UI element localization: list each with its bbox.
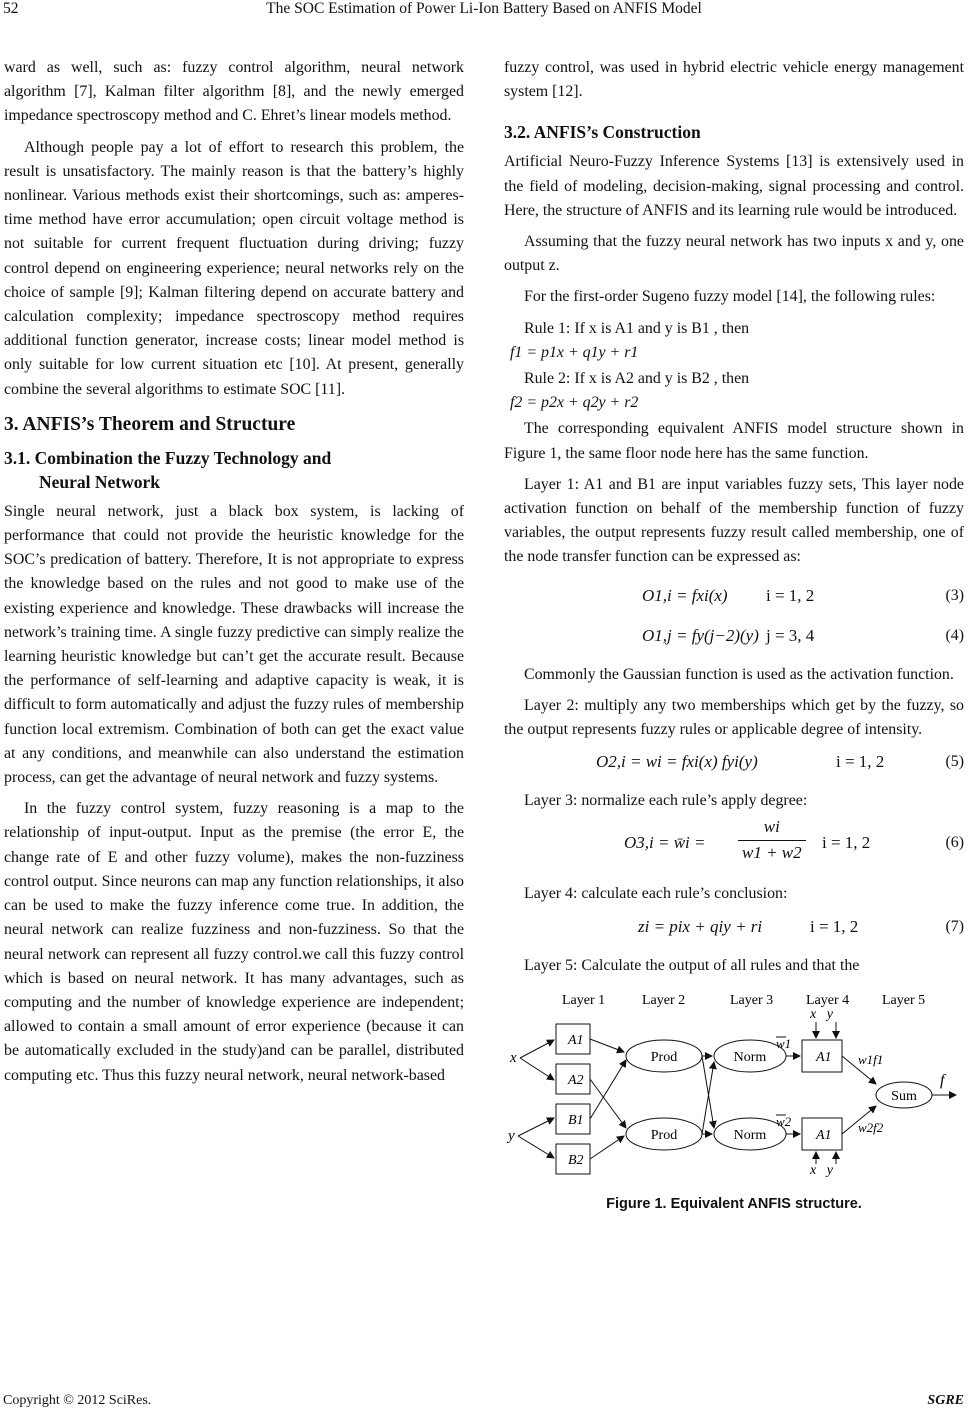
paragraph: For the first-order Sugeno fuzzy model [14], the following rules: <box>524 288 936 306</box>
input-x: x <box>510 1049 517 1066</box>
figure-caption: Figure 1. Equivalent ANFIS structure. <box>606 1195 862 1212</box>
page-footer <box>0 1393 968 1413</box>
equation-body: O2,i = wi = fxi(x) fyi(y) <box>596 752 758 772</box>
fraction-numerator: wi <box>738 815 806 840</box>
paragraph: Layer 5: Calculate the output of all rules and that the <box>524 956 860 974</box>
rule-inputs-top: x y <box>810 1006 833 1022</box>
subsection-heading-line1: 3.1. Combination the Fuzzy Technology and <box>4 447 332 468</box>
rule-node-label: A1 <box>816 1049 832 1065</box>
paragraph: Layer 3: normalize each rule’s apply degree: <box>524 792 808 810</box>
anfis-diagram <box>504 988 964 1180</box>
equation-fraction <box>738 815 806 864</box>
paragraph: Although people pay a lot of effort to research this problem, the result is unsatisfactory. The mainly reason is that the battery’s highly nonlinear. Various methods exist their shortcomings, such as: amperes-time method have error accumulation; open circuit voltage method is not suitable for current frequent fluctuation during driving; fuzzy control depend on engineering experience; neural networks rely on the choice of sample [9]; Kalman filtering depend on accurate battery and calculation complexity; impedance spectroscopy method requires additional function generator, increase costs; linear model method is only suitable for low current situation etc [10]. At present, generally combine the several algorithms to estimate SOC [11]. <box>4 138 464 398</box>
equation-number: (5) <box>945 753 964 771</box>
equation-number: (7) <box>945 917 964 935</box>
paragraph: Layer 2: multiply any two memberships which get by the fuzzy, so the output represents fuzzy rules or applicable degree of intensity. <box>504 696 964 739</box>
running-title: The SOC Estimation of Power Li-Ion Battery Based on ANFIS Model <box>266 0 702 17</box>
rule-node-label: A1 <box>816 1127 832 1143</box>
norm-label: Norm <box>733 1049 767 1065</box>
rule-inputs-bottom: x y <box>810 1162 833 1178</box>
layer-label: Layer 2 <box>642 992 686 1008</box>
input-y: y <box>508 1127 515 1144</box>
copyright: Copyright © 2012 SciRes. <box>3 1393 152 1408</box>
subsection-heading: 3.2. ANFIS’s Construction <box>504 122 701 143</box>
equation-number: (4) <box>945 626 964 644</box>
equation-4 <box>504 616 964 656</box>
w-bar-1-label: w1 <box>776 1035 792 1051</box>
equation-body: O1,j = fy(j−2)(y) <box>642 625 759 645</box>
equation-condition: i = 1, 2 <box>810 916 859 936</box>
paragraph: The corresponding equivalent ANFIS model structure shown in Figure 1, the same floor node here has the same function. <box>504 420 964 462</box>
w-bar-2-label: w2 <box>776 1113 792 1129</box>
equation-6 <box>504 813 964 875</box>
equation-condition: i = 1, 2 <box>836 752 885 772</box>
equation-lhs: O3,i = w̄i = <box>624 833 706 853</box>
equation-body: O1,i = fxi(x) <box>642 585 728 605</box>
layer-label: Layer 4 <box>806 992 850 1008</box>
subsection-heading-line2: Neural Network <box>39 471 161 492</box>
paragraph: Layer 4: calculate each rule’s conclusion: <box>524 885 788 903</box>
rule-2-equation: f2 = p2x + q2y + r2 <box>510 394 639 412</box>
equation-condition: j = 3, 4 <box>766 625 815 645</box>
paragraph: Layer 1: A1 and B1 are input variables fuzzy sets, This layer node activation function on behalf of the membership function of fuzzy variables, the output represents fuzzy result called membership, one of the node transfer function can be expressed as: <box>504 475 964 566</box>
mf-label: A2 <box>568 1072 584 1088</box>
paragraph: Artificial Neuro-Fuzzy Inference Systems [13] is extensively used in the field of modeling, decision-making, signal processing and control. Here, the structure of ANFIS and its learning rule would be introduced. <box>504 153 964 219</box>
output-f: f <box>940 1071 945 1089</box>
anfis-figure <box>504 988 964 1180</box>
norm-label: Norm <box>733 1127 767 1143</box>
prod-label: Prod <box>650 1127 678 1143</box>
wf-1-label: w1f1 <box>858 1051 884 1067</box>
section-heading: 3. ANFIS’s Theorem and Structure <box>4 413 296 435</box>
mf-label: B2 <box>568 1152 584 1168</box>
equation-condition: i = 1, 2 <box>822 833 871 853</box>
sum-label: Sum <box>891 1088 917 1104</box>
equation-5 <box>504 742 964 782</box>
paragraph: Commonly the Gaussian function is used as the activation function. <box>524 665 954 683</box>
right-column <box>504 56 964 1216</box>
paragraph: In the fuzzy control system, fuzzy reasoning is a map to the relationship of input-output. Input as the premise (the error E, the change rate of E and other fuzzy volume), makes the non-fuzziness control output. Since neurons can map any function relationships, it also can be used to make the fuzzy inference come true. In addition, the neural network can realize fuzziness and non-fuzziness. So that the neural network can represent all fuzzy control.we call this fuzzy control which is based on neural network. It has many advantages, such as computing and the number of knowledge experience are independent; allowed to contain a small amount of error experience (because it can be automatically excluded in the study)and can be parallel, distributed computing etc. Thus this fuzzy neural network, neural network-based <box>4 800 464 1084</box>
rule-1: Rule 1: If x is A1 and y is B1 , then <box>524 319 750 337</box>
layer-label: Layer 3 <box>730 992 774 1008</box>
prod-label: Prod <box>650 1049 678 1065</box>
layer-label: Layer 5 <box>882 992 926 1008</box>
equation-condition: i = 1, 2 <box>766 585 815 605</box>
equation-number: (6) <box>945 834 964 852</box>
equation-body: zi = pix + qiy + ri <box>638 916 763 936</box>
subsection-heading <box>4 446 464 494</box>
mf-label: B1 <box>568 1112 584 1128</box>
journal-abbreviation: SGRE <box>927 1393 964 1408</box>
left-column <box>4 56 464 1088</box>
page-header <box>0 0 968 22</box>
layer-label: Layer 1 <box>562 992 606 1008</box>
rule-2: Rule 2: If x is A2 and y is B2 , then <box>524 370 750 388</box>
paragraph: fuzzy control, was used in hybrid electric vehicle energy management system [12]. <box>504 59 964 101</box>
paragraph: ward as well, such as: fuzzy control algorithm, neural network algorithm [7], Kalman filter algorithm [8], and the newly emerged impedance spectroscopy method and C. Ehret’s linear models method. <box>4 59 464 125</box>
equation-number: (3) <box>945 586 964 604</box>
mf-label: A1 <box>568 1032 584 1048</box>
equation-3 <box>504 576 964 616</box>
rule-1-equation: f1 = p1x + q1y + r1 <box>510 343 639 361</box>
equation-7 <box>504 907 964 947</box>
paragraph: Single neural network, just a black box system, is lacking of performance that could not provide the heuristic knowledge for the SOC’s predication of battery. Therefore, It is not appropriate to express the knowledge based on the rules and not good to make use of the existing experience and knowledge. These drawbacks will increase the network’s training time. A single fuzzy predictive can simply realize the learning heuristic knowledge but can’t get the accurate result. Because the performance of self-learning and adaptive capacity is weak, it is difficult to form automatically and adjust the fuzzy rules of membership function local extremism. Combination of both can get the exact value at any conditions, and meanwhile can also understand the estimation process, can get the advantage of neural network and fuzzy systems. <box>4 502 464 787</box>
wf-2-label: w2f2 <box>858 1119 884 1135</box>
page-number: 52 <box>3 0 19 17</box>
fraction-denominator: w1 + w2 <box>742 842 802 862</box>
paragraph: Assuming that the fuzzy neural network has two inputs x and y, one output z. <box>504 233 964 275</box>
